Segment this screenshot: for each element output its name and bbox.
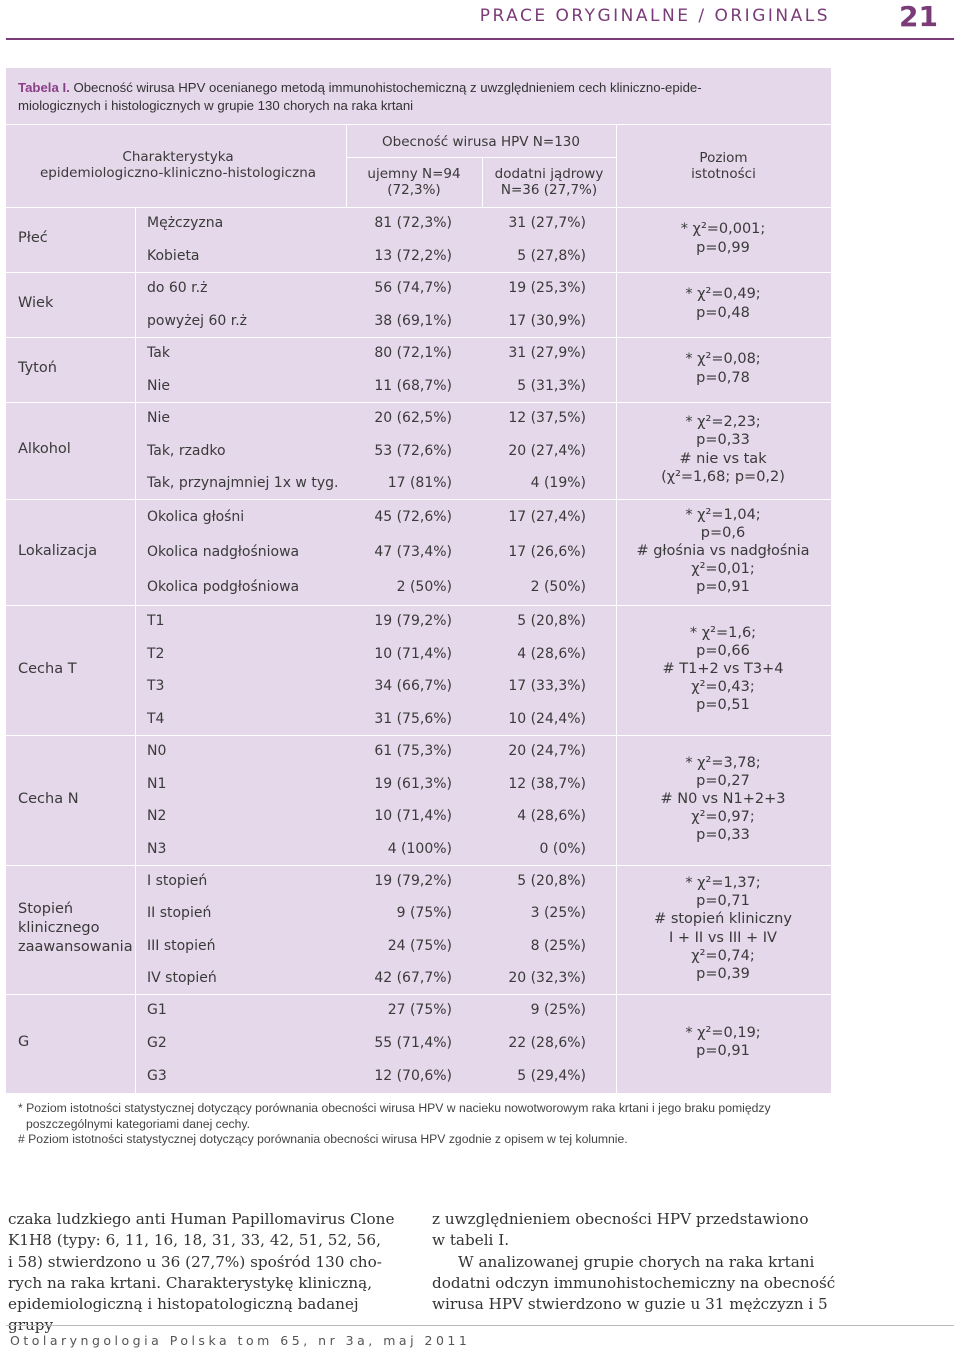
col-header-significance bbox=[616, 150, 831, 182]
row-subcategory: Tak bbox=[147, 345, 170, 362]
row-hpv-negative: 80 (72,1%) bbox=[374, 345, 452, 362]
row-hpv-positive: 5 (29,4%) bbox=[517, 1067, 586, 1084]
significance-line: p=0,91 bbox=[696, 1043, 750, 1059]
body-right-line: wirusa HPV stwierdzono w guzie u 31 mężczyzn i 5 bbox=[432, 1295, 828, 1314]
row-subcategory: do 60 r.ż bbox=[147, 280, 208, 297]
row-hpv-positive: 4 (28,6%) bbox=[517, 808, 586, 825]
row-hpv-positive: 19 (25,3%) bbox=[508, 280, 586, 297]
significance-line: χ²=0,74; bbox=[691, 947, 755, 964]
significance-line: p=0,27 bbox=[696, 772, 750, 789]
significance-line: p=0,66 bbox=[696, 642, 750, 659]
row-subcategory: Okolica podgłośniowa bbox=[147, 579, 300, 596]
header-vline-left bbox=[346, 124, 347, 208]
significance-column-divider bbox=[616, 208, 617, 1093]
row-hpv-positive: 17 (30,9%) bbox=[508, 312, 586, 329]
row-subcategory: N2 bbox=[147, 808, 167, 825]
col-header-positive-line1: dodatni jądrowy bbox=[494, 166, 604, 182]
row-subcategory: III stopień bbox=[147, 937, 216, 954]
row-hpv-positive: 22 (28,6%) bbox=[508, 1035, 586, 1051]
page-number: 21 bbox=[899, 0, 938, 33]
table-caption-text-1: Obecność wirusa HPV ocenianego metodą immunohistochemiczną z uwzględnieniem cech kliniczno-epide- bbox=[69, 80, 702, 95]
category-label bbox=[18, 542, 97, 561]
significance-line: * χ²=3,78; bbox=[685, 754, 761, 771]
group-divider bbox=[6, 994, 831, 995]
significance-line: * χ²=1,37; bbox=[685, 874, 761, 891]
row-subcategory: T1 bbox=[147, 613, 165, 630]
row-hpv-positive: 3 (25%) bbox=[530, 905, 586, 922]
row-subcategory: G1 bbox=[147, 1002, 167, 1019]
table-caption-label: Tabela I. bbox=[18, 80, 70, 95]
significance-line: * χ²=0,19; bbox=[685, 1024, 761, 1041]
col-header-hpv: Obecność wirusa HPV N=130 bbox=[382, 134, 580, 150]
significance-line: p=0,48 bbox=[696, 304, 750, 321]
category-label bbox=[18, 294, 53, 313]
row-hpv-negative: 17 (81%) bbox=[387, 474, 452, 491]
row-hpv-positive: 0 (0%) bbox=[539, 840, 586, 857]
caption-divider bbox=[6, 124, 831, 125]
row-hpv-positive: 9 (25%) bbox=[530, 1002, 586, 1019]
row-subcategory: powyżej 60 r.ż bbox=[147, 312, 248, 329]
body-left-line: czaka ludzkiego anti Human Papillomavirus Clone bbox=[8, 1210, 395, 1228]
significance-line: * χ²=0,08; bbox=[685, 351, 761, 368]
category-label bbox=[18, 440, 71, 459]
category-column-divider bbox=[135, 208, 136, 1093]
row-hpv-negative: 61 (75,3%) bbox=[374, 743, 452, 760]
row-subcategory: IV stopień bbox=[147, 969, 217, 986]
significance-cell bbox=[625, 220, 821, 256]
row-hpv-positive: 5 (20,8%) bbox=[517, 613, 586, 630]
body-right-line: W analizowanej grupie chorych na raka krtani bbox=[458, 1252, 815, 1271]
body-right-line: z uwzględnieniem obecności HPV przedstawiono bbox=[432, 1210, 809, 1228]
significance-cell bbox=[625, 624, 821, 715]
significance-line: # N0 vs N1+2+3 bbox=[660, 790, 786, 807]
row-hpv-negative: 9 (75%) bbox=[396, 905, 452, 922]
col-header-significance-line1: Poziom bbox=[699, 150, 748, 166]
col-header-positive bbox=[482, 166, 616, 198]
journal-footer: Otolaryngologia Polska tom 65, nr 3a, maj 2011 bbox=[10, 1333, 471, 1348]
row-hpv-positive: 20 (24,7%) bbox=[508, 743, 586, 760]
row-subcategory: Nie bbox=[147, 377, 170, 394]
row-hpv-negative: 4 (100%) bbox=[387, 840, 452, 857]
group-divider bbox=[6, 735, 831, 736]
category-label-line: zaawansowania bbox=[18, 939, 133, 955]
col-header-characteristic bbox=[18, 149, 338, 181]
col-header-positive-line2: N=36 (27,7%) bbox=[500, 182, 598, 198]
significance-line: I + II vs III + IV bbox=[669, 929, 777, 946]
row-subcategory: T2 bbox=[147, 645, 165, 662]
significance-line: p=0,71 bbox=[696, 893, 750, 910]
col-header-negative bbox=[346, 166, 482, 198]
body-left-line: K1H8 (typy: 6, 11, 16, 18, 31, 33, 42, 51, 52, 56, bbox=[8, 1231, 381, 1250]
header-subdivider bbox=[346, 157, 616, 158]
row-hpv-negative: 42 (67,7%) bbox=[374, 969, 452, 986]
significance-line: χ²=0,43; bbox=[691, 679, 755, 696]
header-vline-right bbox=[616, 124, 617, 208]
body-right-line: dodatni odczyn immunohistochemiczny na obecność bbox=[432, 1273, 836, 1292]
section-title: PRACE ORYGINALNE / ORIGINALS bbox=[479, 6, 830, 26]
body-column-right bbox=[432, 1209, 842, 1315]
category-label-line: Alkohol bbox=[18, 441, 71, 457]
significance-line: p=0,39 bbox=[696, 965, 750, 982]
row-hpv-negative: 81 (72,3%) bbox=[374, 215, 452, 232]
significance-cell bbox=[625, 874, 821, 983]
group-divider bbox=[6, 337, 831, 338]
row-hpv-positive: 12 (38,7%) bbox=[508, 775, 586, 792]
category-label-line: Tytoń bbox=[18, 360, 57, 376]
row-subcategory: Nie bbox=[147, 410, 170, 427]
row-hpv-negative: 45 (72,6%) bbox=[374, 508, 452, 525]
row-hpv-positive: 17 (26,6%) bbox=[508, 544, 586, 560]
header-vline-mid bbox=[482, 157, 483, 208]
table-caption-text-2: miologicznych i histologicznych w grupie 130 chorych na raka krtani bbox=[18, 98, 414, 113]
row-subcategory: Kobieta bbox=[147, 247, 200, 264]
significance-line: # głośnia vs nadgłośnia bbox=[636, 542, 810, 559]
row-subcategory: G2 bbox=[147, 1035, 167, 1051]
row-subcategory: Mężczyzna bbox=[147, 215, 224, 232]
category-label bbox=[18, 900, 133, 957]
row-subcategory: N1 bbox=[147, 775, 167, 792]
table-caption bbox=[18, 79, 813, 115]
footnote-hash: # Poziom istotności statystycznej dotyczący porównania obecności wirusa HPV zgodnie z opisem w tej kolumnie. bbox=[18, 1132, 628, 1146]
significance-line: # nie vs tak bbox=[679, 450, 767, 467]
row-hpv-negative: 38 (69,1%) bbox=[374, 312, 452, 329]
row-hpv-negative: 10 (71,4%) bbox=[374, 645, 452, 662]
row-hpv-positive: 20 (27,4%) bbox=[508, 442, 586, 459]
footnotes bbox=[18, 1101, 828, 1148]
category-label bbox=[18, 660, 77, 679]
col-header-significance-line2: istotności bbox=[691, 166, 756, 182]
row-hpv-negative: 19 (79,2%) bbox=[374, 613, 452, 630]
significance-line: * χ²=0,001; bbox=[680, 221, 766, 238]
category-label-line: Lokalizacja bbox=[18, 542, 98, 559]
row-hpv-positive: 4 (28,6%) bbox=[517, 645, 586, 662]
row-subcategory: T3 bbox=[147, 678, 165, 695]
significance-line: p=0,91 bbox=[696, 579, 750, 596]
row-hpv-negative: 20 (62,5%) bbox=[374, 410, 452, 427]
row-subcategory: Okolica głośni bbox=[147, 508, 245, 525]
row-hpv-negative: 47 (73,4%) bbox=[374, 544, 452, 560]
row-hpv-positive: 8 (25%) bbox=[530, 937, 586, 954]
footnote-star-line1: * Poziom istotności statystycznej dotyczący porównania obecności wirusa HPV w nacieku nowotworowym raka krtani i jego braku pomiędzy bbox=[18, 1101, 771, 1115]
footnote-star-line2: poszczególnymi kategoriami danej cechy. bbox=[26, 1116, 250, 1131]
category-label-line: Cecha N bbox=[18, 790, 79, 807]
significance-line: p=0,33 bbox=[696, 827, 750, 844]
significance-cell bbox=[625, 350, 821, 386]
significance-cell bbox=[625, 754, 821, 845]
row-hpv-positive: 17 (33,3%) bbox=[508, 678, 586, 695]
group-divider bbox=[6, 605, 831, 606]
row-hpv-negative: 19 (61,3%) bbox=[374, 775, 452, 792]
category-label bbox=[18, 359, 57, 378]
body-left-line: epidemiologiczną i histopatologiczną badanej grupy bbox=[8, 1295, 359, 1335]
significance-cell bbox=[625, 285, 821, 321]
row-hpv-negative: 19 (79,2%) bbox=[374, 873, 452, 890]
group-divider bbox=[6, 499, 831, 500]
significance-line: # T1+2 vs T3+4 bbox=[662, 660, 784, 677]
row-subcategory: G3 bbox=[147, 1067, 167, 1084]
footer-rule bbox=[6, 1325, 954, 1326]
group-divider bbox=[6, 865, 831, 866]
row-hpv-negative: 53 (72,6%) bbox=[374, 442, 452, 459]
header-bottom-rule bbox=[6, 207, 831, 208]
row-hpv-positive: 10 (24,4%) bbox=[508, 710, 586, 727]
body-left-line: i 58) stwierdzono u 36 (27,7%) spośród 130 cho- bbox=[8, 1252, 382, 1271]
row-hpv-negative: 13 (72,2%) bbox=[374, 247, 452, 264]
row-hpv-negative: 27 (75%) bbox=[387, 1002, 452, 1019]
row-hpv-negative: 12 (70,6%) bbox=[374, 1067, 452, 1084]
category-label bbox=[18, 790, 79, 809]
significance-cell bbox=[625, 413, 821, 486]
row-hpv-negative: 11 (68,7%) bbox=[374, 377, 452, 394]
row-hpv-positive: 5 (31,3%) bbox=[517, 377, 586, 394]
category-label-line: Płeć bbox=[18, 230, 48, 246]
category-label-line: Cecha T bbox=[18, 660, 77, 677]
significance-line: (χ²=1,68; p=0,2) bbox=[661, 468, 785, 485]
significance-line: * χ²=1,6; bbox=[689, 624, 757, 641]
row-hpv-negative: 34 (66,7%) bbox=[374, 678, 452, 695]
row-subcategory: T4 bbox=[147, 710, 165, 727]
row-hpv-positive: 2 (50%) bbox=[530, 579, 586, 596]
significance-line: χ²=0,01; bbox=[691, 561, 755, 578]
row-hpv-positive: 31 (27,9%) bbox=[508, 345, 586, 362]
significance-cell bbox=[625, 506, 821, 597]
row-hpv-positive: 12 (37,5%) bbox=[508, 410, 586, 427]
significance-line: p=0,33 bbox=[696, 432, 750, 449]
col-header-characteristic-line1: Charakterystyka bbox=[122, 149, 234, 165]
significance-line: * χ²=0,49; bbox=[685, 286, 761, 303]
significance-line: p=0,51 bbox=[696, 697, 750, 714]
row-hpv-negative: 56 (74,7%) bbox=[374, 280, 452, 297]
body-column-left bbox=[8, 1209, 408, 1337]
category-label-line: klinicznego bbox=[18, 920, 100, 936]
category-label-line: Stopień bbox=[18, 901, 74, 917]
row-hpv-positive: 5 (27,8%) bbox=[517, 247, 586, 264]
row-hpv-negative: 2 (50%) bbox=[396, 579, 452, 596]
group-divider bbox=[6, 272, 831, 273]
row-hpv-negative: 55 (71,4%) bbox=[374, 1035, 452, 1051]
row-hpv-positive: 17 (27,4%) bbox=[508, 508, 586, 525]
row-subcategory: N3 bbox=[147, 840, 167, 857]
significance-line: p=0,99 bbox=[696, 239, 750, 256]
row-hpv-negative: 31 (75,6%) bbox=[374, 710, 452, 727]
header-rule bbox=[6, 38, 954, 40]
group-divider bbox=[6, 402, 831, 403]
significance-line: * χ²=2,23; bbox=[685, 414, 761, 431]
significance-line: # stopień kliniczny bbox=[654, 911, 792, 928]
category-label bbox=[18, 1033, 29, 1052]
col-header-characteristic-line2: epidemiologiczno-kliniczno-histologiczna bbox=[39, 165, 317, 181]
col-header-negative-line2: (72,3%) bbox=[387, 182, 441, 198]
row-subcategory: Okolica nadgłośniowa bbox=[147, 544, 300, 560]
body-left-line: rych na raka krtani. Charakterystykę kliniczną, bbox=[8, 1273, 373, 1292]
category-label-line: G bbox=[18, 1033, 30, 1050]
row-subcategory: Tak, rzadko bbox=[147, 442, 226, 459]
row-hpv-positive: 31 (27,7%) bbox=[508, 215, 586, 232]
row-subcategory: II stopień bbox=[147, 905, 212, 922]
significance-cell bbox=[625, 1024, 821, 1060]
significance-line: χ²=0,97; bbox=[691, 809, 755, 826]
row-hpv-negative: 24 (75%) bbox=[387, 937, 452, 954]
body-right-line: w tabeli I. bbox=[432, 1231, 510, 1250]
significance-line: * χ²=1,04; bbox=[685, 506, 761, 523]
row-subcategory: N0 bbox=[147, 743, 167, 760]
category-label-line: Wiek bbox=[18, 295, 54, 311]
row-subcategory: Tak, przynajmniej 1x w tyg. bbox=[147, 474, 339, 491]
row-subcategory: I stopień bbox=[147, 873, 208, 890]
row-hpv-negative: 10 (71,4%) bbox=[374, 808, 452, 825]
col-header-negative-line1: ujemny N=94 bbox=[367, 166, 461, 182]
row-hpv-positive: 4 (19%) bbox=[530, 474, 586, 491]
row-hpv-positive: 20 (32,3%) bbox=[508, 969, 586, 986]
significance-line: p=0,78 bbox=[696, 369, 750, 386]
row-hpv-positive: 5 (20,8%) bbox=[517, 873, 586, 890]
significance-line: p=0,6 bbox=[700, 524, 746, 541]
category-label bbox=[18, 229, 48, 248]
